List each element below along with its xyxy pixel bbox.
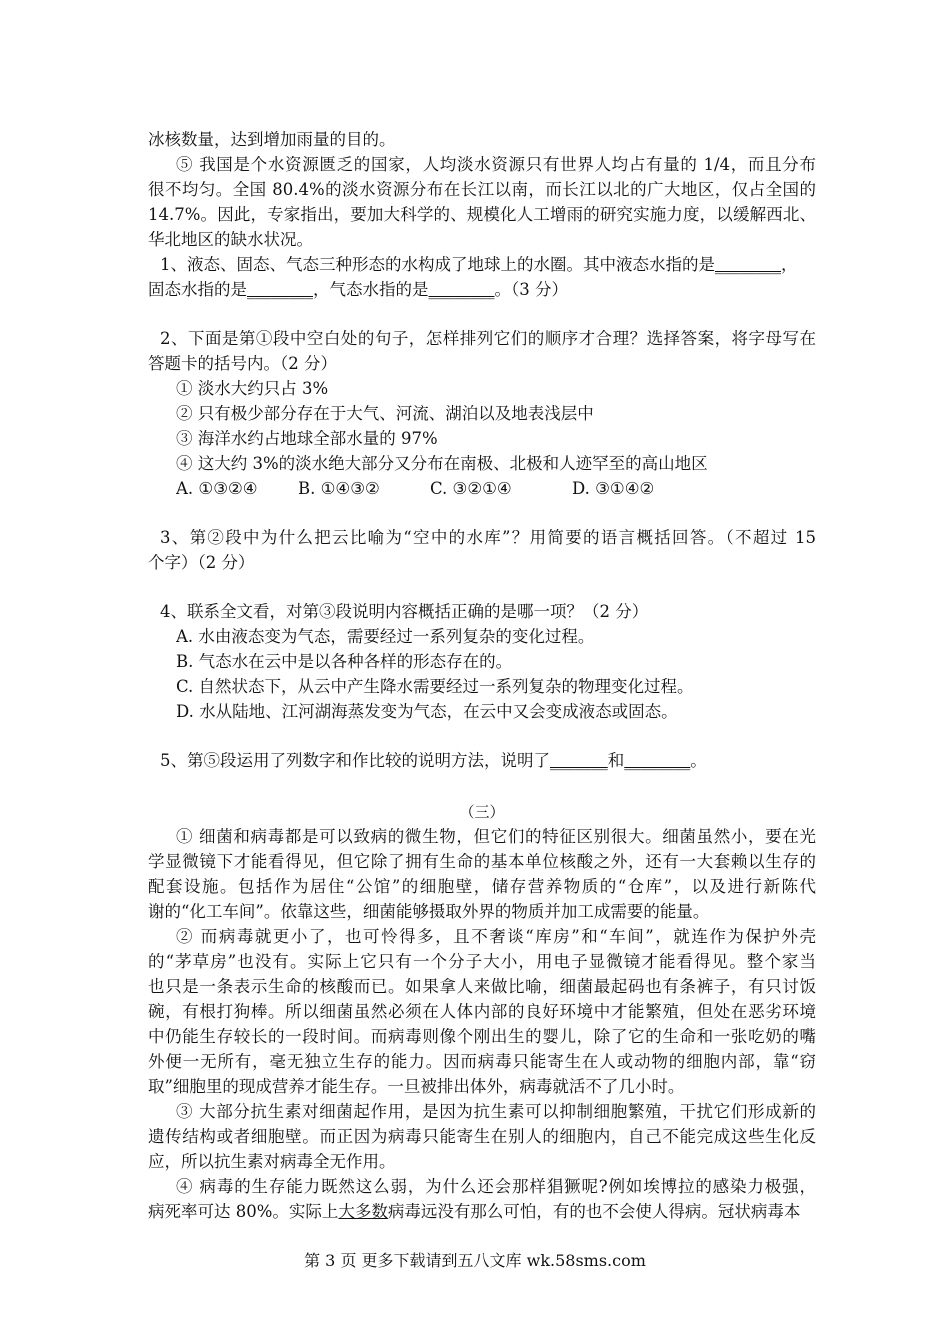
para-line: 14.7%。因此，专家指出，要加大科学的、规模化人工增雨的研究实施力度，以缓解西北、 <box>148 205 816 224</box>
question-text: ，气态水指的是 <box>313 280 429 299</box>
article-line <box>148 1200 816 1224</box>
question-text: 和 <box>607 751 625 770</box>
answer-blank[interactable]: ________ <box>247 280 313 299</box>
page-footer: 第 3 页 更多下载请到五八文库 wk.58sms.com <box>304 1251 646 1270</box>
choice-option[interactable]: B. 气态水在云中是以各种各样的形态存在的。 <box>176 652 513 671</box>
choice-option[interactable]: D. ③①④② <box>572 479 655 498</box>
sentence-option: ② 只有极少部分存在于大气、河流、湖泊以及地表浅层中 <box>176 404 594 423</box>
choice-option[interactable]: C. ③②①④ <box>430 479 512 498</box>
question-text: 5、第⑤段运用了列数字和作比较的说明方法，说明了 <box>160 751 550 770</box>
article-line: 取”细胞里的现成营养才能生存。一旦被排出体外，病毒就活不了几小时。 <box>148 1077 685 1096</box>
article-line: 遗传结构或者细胞壁。而正因为病毒只能寄生在别人的细胞内，自己不能完成这些生化反 <box>148 1127 816 1146</box>
para-line: 华北地区的缺水状况。 <box>148 230 313 249</box>
question-text: 。（3 分） <box>494 280 568 299</box>
answer-blank[interactable]: ________ <box>624 751 691 770</box>
choice-option[interactable]: D. 水从陆地、江河湖海蒸发变为气态，在云中又会变成液态或固态。 <box>176 702 678 721</box>
question-4-stem: 4、联系全文看，对第③段说明内容概括正确的是哪一项？（2 分） <box>160 602 649 621</box>
question-text: 。 <box>690 751 707 770</box>
choice-option[interactable]: A. ①③②④ <box>176 479 258 498</box>
sentence-option: ① 淡水大约只占 3% <box>176 379 329 398</box>
sentence-option: ④ 这大约 3%的淡水绝大部分又分布在南极、北极和人迹罕至的高山地区 <box>176 454 708 473</box>
article-line: ④ 病毒的生存能力既然这么弱，为什么还会那样猖獗呢?例如埃博拉的感染力极强， <box>176 1177 816 1196</box>
sentence-option: ③ 海洋水约占地球全部水量的 97% <box>176 429 438 448</box>
underlined-phrase: 大多数 <box>338 1202 388 1221</box>
article-line: 中仍能生存较长的一段时间。而病毒则像个刚出生的婴儿，除了它的生命和一张吃奶的嘴 <box>148 1027 816 1046</box>
answer-blank[interactable]: ________ <box>428 280 495 299</box>
answer-blank[interactable]: _______ <box>550 751 608 770</box>
question-2-stem: 2、下面是第①段中空白处的句子，怎样排列它们的顺序才合理？选择答案，将字母写在 <box>160 329 816 348</box>
question-3-stem: 3、第②段中为什么把云比喻为“空中的水库”？用简要的语言概括回答。（不超过 15 <box>160 528 816 547</box>
article-line: 的“茅草房”也没有。实际上它只有一个分子大小，用电子显微镜才能看得见。整个家当 <box>148 952 816 971</box>
article-line: ② 而病毒就更小了，也可怜得多，且不奢谈“库房”和“车间”，就连作为保护外壳 <box>176 927 816 946</box>
article-text: 病毒远没有那么可怕，有的也不会使人得病。冠状病毒本 <box>387 1202 801 1221</box>
question-5-line <box>160 749 816 773</box>
article-line: 学显微镜下才能看得见，但它除了拥有生命的基本单位核酸之外，还有一大套赖以生存的 <box>148 852 816 871</box>
para-line: 很不均匀。全国 80.4%的淡水资源分布在长江以南，而长江以北的广大地区，仅占全国的 <box>148 180 816 199</box>
article-line: 应，所以抗生素对病毒全无作用。 <box>148 1152 396 1171</box>
question-text: ， <box>781 255 798 274</box>
article-line: ③ 大部分抗生素对细菌起作用，是因为抗生素可以抑制细胞繁殖，干扰它们形成新的 <box>176 1102 816 1121</box>
article-line: 谢的“化工车间”。依靠这些，细菌能够摄取外界的物质并加工成需要的能量。 <box>148 902 710 921</box>
answer-blank[interactable]: ________ <box>715 255 781 274</box>
article-line: 外便一无所有，毫无独立生存的能力。因而病毒只能寄生在人或动物的细胞内部，靠“窃 <box>148 1052 816 1071</box>
article-line: 也只是一条表示生命的核酸而已。如果拿人来做比喻，细菌最起码也有条裤子，有只讨饭 <box>148 977 816 996</box>
choice-option[interactable]: C. 自然状态下，从云中产生降水需要经过一系列复杂的物理变化过程。 <box>176 677 694 696</box>
question-text: 固态水指的是 <box>148 280 247 299</box>
choice-option[interactable]: A. 水由液态变为气态，需要经过一系列复杂的变化过程。 <box>176 627 595 646</box>
article-line: 配套设施。包括作为居住“公馆”的细胞壁，储存营养物质的“仓库”，以及进行新陈代 <box>148 877 816 896</box>
para-line: ⑤ 我国是个水资源匮乏的国家，人均淡水资源只有世界人均占有量的 1/4，而且分布 <box>176 155 816 174</box>
question-1-line2 <box>148 278 816 302</box>
question-1-line1 <box>160 253 816 277</box>
article-line: ① 细菌和病毒都是可以致病的微生物，但它们的特征区别很大。细菌虽然小，要在光 <box>176 827 816 846</box>
article-text: 病死率可达 80%。实际上 <box>148 1202 339 1221</box>
question-2-stem: 答题卡的括号内。（2 分） <box>148 354 337 373</box>
section-title: （三） <box>459 803 505 821</box>
para-line: 冰核数量，达到增加雨量的目的。 <box>148 130 396 149</box>
article-line: 碗，有根打狗棒。所以细菌虽然必须在人体内部的良好环境中才能繁殖，但处在恶劣环境 <box>148 1002 816 1021</box>
question-text: 1、液态、固态、气态三种形态的水构成了地球上的水圈。其中液态水指的是 <box>160 255 715 274</box>
question-3-stem: 个字）（2 分） <box>148 553 255 572</box>
choice-option[interactable]: B. ①④③② <box>298 479 380 498</box>
question-2-options <box>176 477 844 501</box>
